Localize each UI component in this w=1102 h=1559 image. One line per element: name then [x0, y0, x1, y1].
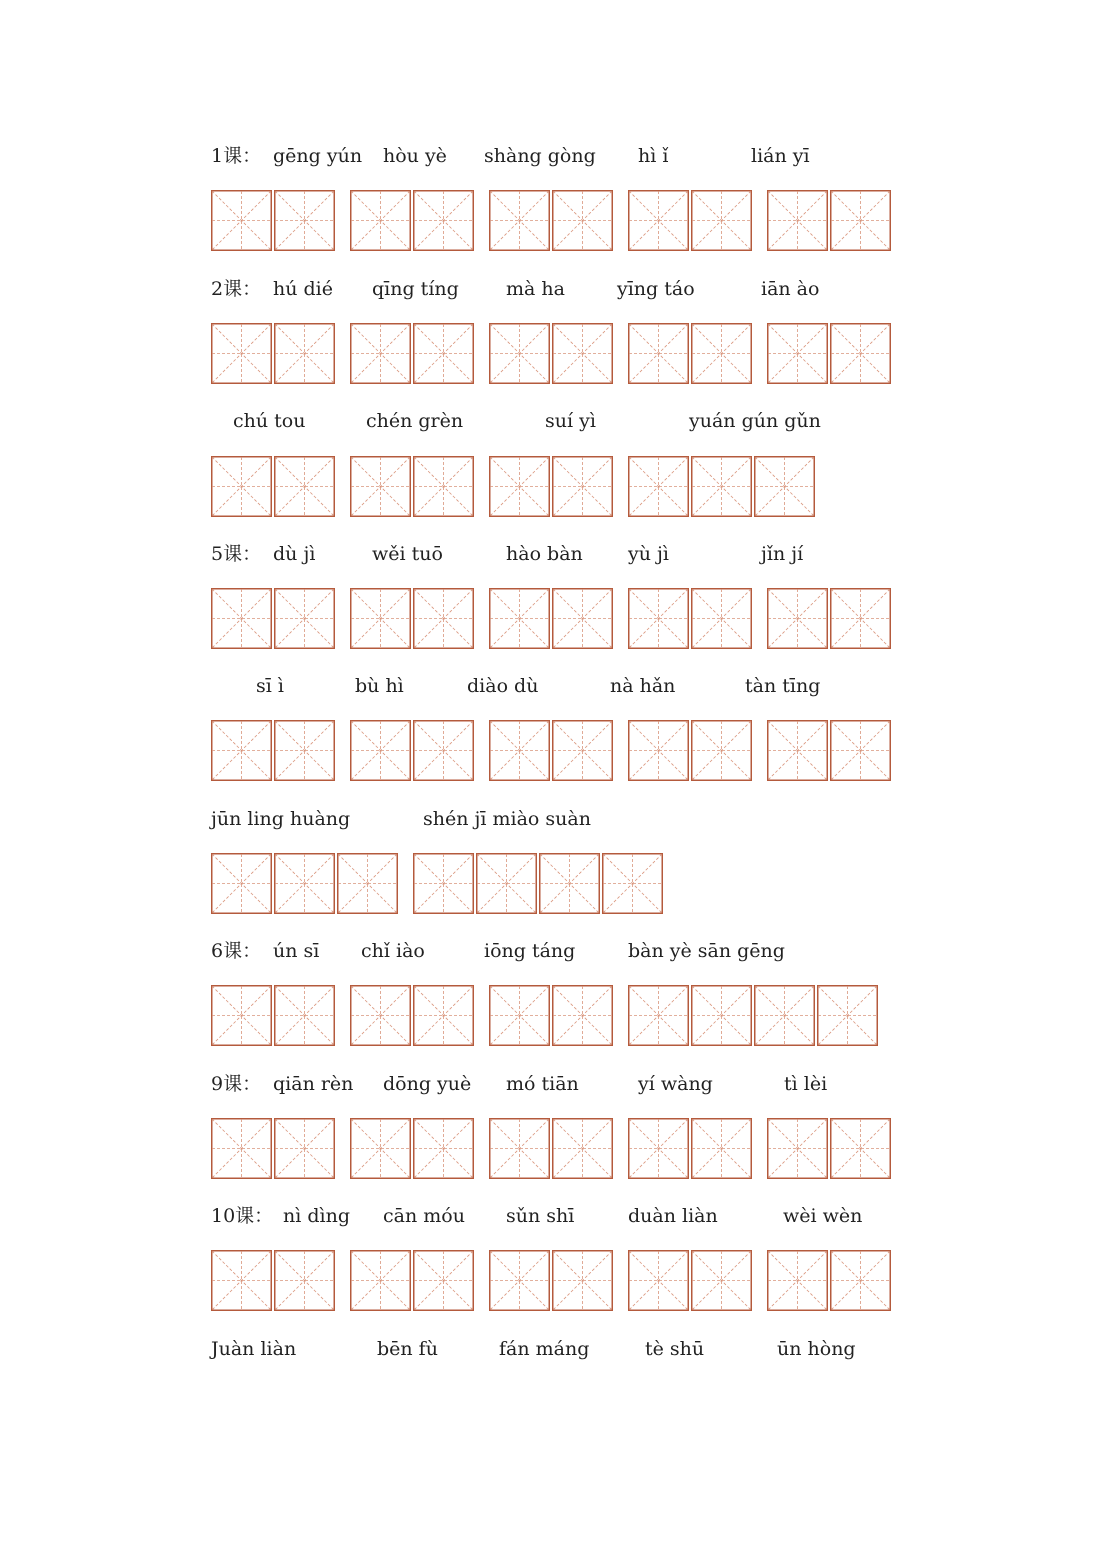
pinyin-word: chén grèn: [366, 410, 464, 432]
writing-box-group: [211, 720, 337, 781]
writing-box[interactable]: [413, 720, 474, 781]
pinyin-word: Juàn liàn: [211, 1338, 297, 1360]
writing-box[interactable]: [552, 456, 613, 517]
writing-box[interactable]: [691, 588, 752, 649]
writing-box[interactable]: [350, 720, 411, 781]
writing-box[interactable]: [489, 323, 550, 384]
writing-box[interactable]: [350, 323, 411, 384]
writing-box-group: [489, 588, 615, 649]
writing-box-group: [628, 190, 754, 251]
lesson-label: 6课：: [211, 940, 262, 962]
pinyin-line: [211, 136, 1102, 176]
writing-box[interactable]: [413, 456, 474, 517]
writing-box-group: [767, 588, 893, 649]
pinyin-word: hòu yè: [383, 145, 447, 167]
writing-box[interactable]: [539, 853, 600, 914]
writing-box[interactable]: [211, 588, 272, 649]
writing-box-group: [767, 720, 893, 781]
pinyin-word: ūn hòng: [777, 1338, 856, 1360]
pinyin-word: mà ha: [506, 278, 565, 300]
writing-box-group: [350, 323, 476, 384]
writing-box[interactable]: [552, 720, 613, 781]
writing-box-group: [350, 588, 476, 649]
pinyin-line: [211, 401, 1102, 441]
writing-box[interactable]: [830, 190, 891, 251]
writing-box-group: [211, 190, 337, 251]
pinyin-word: cān móu: [383, 1205, 465, 1227]
pinyin-word: duàn liàn: [628, 1205, 718, 1227]
pinyin-word: hào bàn: [506, 543, 583, 565]
writing-box[interactable]: [754, 985, 815, 1046]
pinyin-word: chú tou: [233, 410, 306, 432]
writing-box-group: [211, 456, 337, 517]
writing-box[interactable]: [350, 1118, 411, 1179]
writing-box[interactable]: [274, 588, 335, 649]
pinyin-word: fán máng: [499, 1338, 590, 1360]
writing-box[interactable]: [350, 456, 411, 517]
lesson-label: 2课：: [211, 278, 262, 300]
writing-grid-row: [211, 720, 1102, 781]
writing-box[interactable]: [489, 720, 550, 781]
writing-box[interactable]: [628, 190, 689, 251]
writing-box[interactable]: [211, 1118, 272, 1179]
writing-box[interactable]: [830, 1118, 891, 1179]
writing-grid-row: [211, 1250, 1102, 1311]
writing-box[interactable]: [628, 1250, 689, 1311]
writing-grid-row: [211, 323, 1102, 384]
writing-box[interactable]: [552, 985, 613, 1046]
writing-box[interactable]: [691, 323, 752, 384]
pinyin-word: gēng yún: [273, 145, 363, 167]
writing-box[interactable]: [767, 720, 828, 781]
writing-box[interactable]: [767, 1250, 828, 1311]
writing-box-group: [489, 456, 615, 517]
writing-box-group: [211, 323, 337, 384]
pinyin-word: shén jī miào suàn: [423, 808, 591, 830]
writing-box-group: [350, 190, 476, 251]
writing-box[interactable]: [489, 588, 550, 649]
writing-box-group: [350, 456, 476, 517]
writing-box[interactable]: [274, 190, 335, 251]
pinyin-line: [211, 269, 1102, 309]
writing-box[interactable]: [413, 985, 474, 1046]
writing-box[interactable]: [767, 190, 828, 251]
pinyin-word: yí wàng: [638, 1073, 713, 1095]
lesson-label: 9课：: [211, 1073, 262, 1095]
writing-box[interactable]: [830, 323, 891, 384]
pinyin-word: yīng táo: [617, 278, 695, 300]
writing-box[interactable]: [830, 1250, 891, 1311]
writing-box[interactable]: [274, 456, 335, 517]
writing-box[interactable]: [413, 323, 474, 384]
writing-box-group: [413, 853, 665, 914]
writing-box[interactable]: [211, 323, 272, 384]
pinyin-word: bù hì: [355, 675, 404, 697]
writing-box-group: [767, 190, 893, 251]
writing-box-group: [489, 190, 615, 251]
pinyin-word: mó tiān: [506, 1073, 579, 1095]
writing-box[interactable]: [602, 853, 663, 914]
writing-box[interactable]: [628, 985, 689, 1046]
pinyin-line: [211, 1329, 1102, 1369]
writing-box-group: [350, 720, 476, 781]
pinyin-word: bēn fù: [377, 1338, 438, 1360]
lesson-label: 5课：: [211, 543, 262, 565]
pinyin-word: chǐ iào: [361, 940, 425, 962]
writing-box[interactable]: [552, 323, 613, 384]
writing-box[interactable]: [628, 720, 689, 781]
pinyin-word: hú dié: [273, 278, 333, 300]
writing-box-group: [767, 1250, 893, 1311]
writing-box[interactable]: [552, 588, 613, 649]
writing-box[interactable]: [552, 1250, 613, 1311]
writing-box[interactable]: [754, 456, 815, 517]
writing-box[interactable]: [691, 1250, 752, 1311]
writing-box-group: [628, 588, 754, 649]
writing-box-group: [489, 1118, 615, 1179]
writing-box[interactable]: [476, 853, 537, 914]
writing-grid-row: [211, 588, 1102, 649]
writing-box[interactable]: [552, 190, 613, 251]
pinyin-word: qīng tíng: [372, 278, 459, 300]
pinyin-word: iōng táng: [484, 940, 576, 962]
writing-box[interactable]: [628, 588, 689, 649]
writing-box[interactable]: [552, 1118, 613, 1179]
writing-box-group: [489, 720, 615, 781]
pinyin-line: [211, 534, 1102, 574]
pinyin-word: bàn yè sān gēng: [628, 940, 785, 962]
writing-box[interactable]: [691, 720, 752, 781]
writing-box-group: [628, 456, 817, 517]
writing-box[interactable]: [413, 853, 474, 914]
pinyin-word: sī ì: [256, 675, 284, 697]
writing-box-group: [628, 323, 754, 384]
pinyin-word: jǐn jí: [761, 543, 804, 565]
pinyin-line: [211, 931, 1102, 971]
pinyin-word: tàn tīng: [745, 675, 821, 697]
writing-box[interactable]: [274, 1118, 335, 1179]
writing-box[interactable]: [767, 1118, 828, 1179]
pinyin-word: nì dìng: [283, 1205, 350, 1227]
writing-box-group: [211, 985, 337, 1046]
writing-box-group: [211, 853, 400, 914]
lesson-label: 10课：: [211, 1205, 274, 1227]
pinyin-word: hì ǐ: [638, 145, 669, 167]
writing-box[interactable]: [211, 853, 272, 914]
writing-box[interactable]: [274, 720, 335, 781]
writing-box[interactable]: [489, 1250, 550, 1311]
writing-box[interactable]: [628, 1118, 689, 1179]
writing-box[interactable]: [691, 1118, 752, 1179]
writing-box[interactable]: [628, 323, 689, 384]
pinyin-word: yù jì: [628, 543, 669, 565]
writing-box[interactable]: [211, 190, 272, 251]
pinyin-word: qiān rèn: [273, 1073, 354, 1095]
writing-box[interactable]: [337, 853, 398, 914]
pinyin-line: [211, 1064, 1102, 1104]
pinyin-word: ún sī: [273, 940, 320, 962]
writing-box[interactable]: [691, 190, 752, 251]
pinyin-word: tè shū: [645, 1338, 705, 1360]
pinyin-word: sǔn shī: [506, 1205, 575, 1227]
writing-box-group: [350, 1250, 476, 1311]
writing-box-group: [350, 985, 476, 1046]
writing-grid-row: [211, 1118, 1102, 1179]
pinyin-word: wěi tuō: [372, 543, 443, 565]
writing-box[interactable]: [413, 190, 474, 251]
writing-box-group: [628, 1250, 754, 1311]
lesson-label: 1课：: [211, 145, 262, 167]
writing-box[interactable]: [350, 190, 411, 251]
writing-box[interactable]: [350, 985, 411, 1046]
writing-box-group: [489, 1250, 615, 1311]
writing-box-group: [628, 1118, 754, 1179]
pinyin-word: shàng gòng: [484, 145, 596, 167]
writing-box-group: [767, 323, 893, 384]
writing-box-group: [767, 1118, 893, 1179]
writing-box-group: [628, 985, 880, 1046]
writing-box[interactable]: [413, 1118, 474, 1179]
writing-grid-row: [211, 456, 1102, 517]
pinyin-word: wèi wèn: [783, 1205, 863, 1227]
writing-box[interactable]: [767, 588, 828, 649]
writing-grid-row: [211, 190, 1102, 251]
pinyin-word: iān ào: [761, 278, 820, 300]
writing-box[interactable]: [350, 1250, 411, 1311]
pinyin-word: dōng yuè: [383, 1073, 472, 1095]
writing-box-group: [211, 1250, 337, 1311]
writing-grid-row: [211, 853, 1102, 914]
writing-box[interactable]: [274, 1250, 335, 1311]
writing-box[interactable]: [274, 985, 335, 1046]
writing-box[interactable]: [817, 985, 878, 1046]
writing-box[interactable]: [274, 853, 335, 914]
pinyin-word: tì lèi: [784, 1073, 828, 1095]
writing-box-group: [211, 588, 337, 649]
writing-box[interactable]: [691, 456, 752, 517]
pinyin-word: suí yì: [545, 410, 596, 432]
writing-box[interactable]: [211, 720, 272, 781]
writing-box[interactable]: [489, 985, 550, 1046]
writing-box[interactable]: [628, 456, 689, 517]
writing-box[interactable]: [211, 456, 272, 517]
writing-box-group: [211, 1118, 337, 1179]
writing-grid-row: [211, 985, 1102, 1046]
writing-box[interactable]: [211, 1250, 272, 1311]
pinyin-line: [211, 666, 1102, 706]
pinyin-line: [211, 799, 1102, 839]
pinyin-word: lián yī: [751, 145, 810, 167]
writing-box[interactable]: [830, 588, 891, 649]
writing-box[interactable]: [350, 588, 411, 649]
writing-box-group: [350, 1118, 476, 1179]
writing-box[interactable]: [413, 1250, 474, 1311]
writing-box[interactable]: [274, 323, 335, 384]
writing-box[interactable]: [489, 456, 550, 517]
writing-box[interactable]: [489, 190, 550, 251]
writing-box-group: [628, 720, 754, 781]
writing-box[interactable]: [767, 323, 828, 384]
pinyin-line: [211, 1196, 1102, 1236]
writing-box[interactable]: [413, 588, 474, 649]
pinyin-word: nà hǎn: [610, 675, 676, 697]
writing-box-group: [489, 985, 615, 1046]
pinyin-word: dù jì: [273, 543, 316, 565]
pinyin-word: diào dù: [467, 675, 539, 697]
pinyin-word: yuán gún gǔn: [689, 410, 821, 432]
writing-box-group: [489, 323, 615, 384]
writing-box[interactable]: [211, 985, 272, 1046]
writing-box[interactable]: [691, 985, 752, 1046]
writing-box[interactable]: [830, 720, 891, 781]
writing-box[interactable]: [489, 1118, 550, 1179]
pinyin-word: jūn ling huàng: [211, 808, 351, 830]
